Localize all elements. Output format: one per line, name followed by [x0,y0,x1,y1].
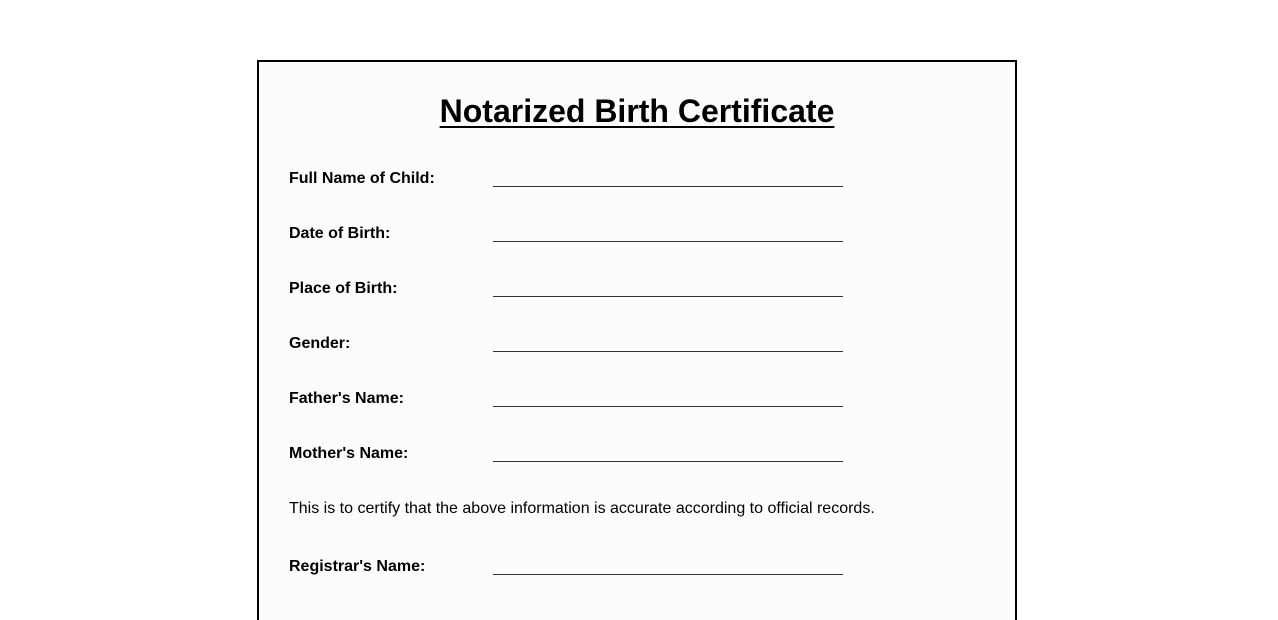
place-of-birth-blank-line[interactable] [493,296,843,297]
certification-statement: This is to certify that the above information is accurate according to official records. [289,500,875,517]
birth-certificate-document [257,60,1017,620]
father-name-label: Father's Name: [289,390,404,407]
field-row-father-name [289,389,849,419]
gender-label: Gender: [289,335,351,352]
place-of-birth-label: Place of Birth: [289,280,398,297]
field-row-gender [289,334,849,364]
child-name-blank-line[interactable] [493,186,843,187]
mother-name-blank-line[interactable] [493,461,843,462]
gender-blank-line[interactable] [493,351,843,352]
field-row-child-name [289,169,849,199]
date-of-birth-label: Date of Birth: [289,225,391,242]
field-row-registrar-name [289,557,849,587]
date-of-birth-blank-line[interactable] [493,241,843,242]
child-name-label: Full Name of Child: [289,170,435,187]
mother-name-label: Mother's Name: [289,445,409,462]
father-name-blank-line[interactable] [493,406,843,407]
registrar-name-blank-line[interactable] [493,574,843,575]
registrar-name-label: Registrar's Name: [289,558,426,575]
field-row-place-of-birth [289,279,849,309]
certificate-title: Notarized Birth Certificate [439,93,835,129]
field-row-mother-name [289,444,849,474]
field-row-date-of-birth [289,224,849,254]
